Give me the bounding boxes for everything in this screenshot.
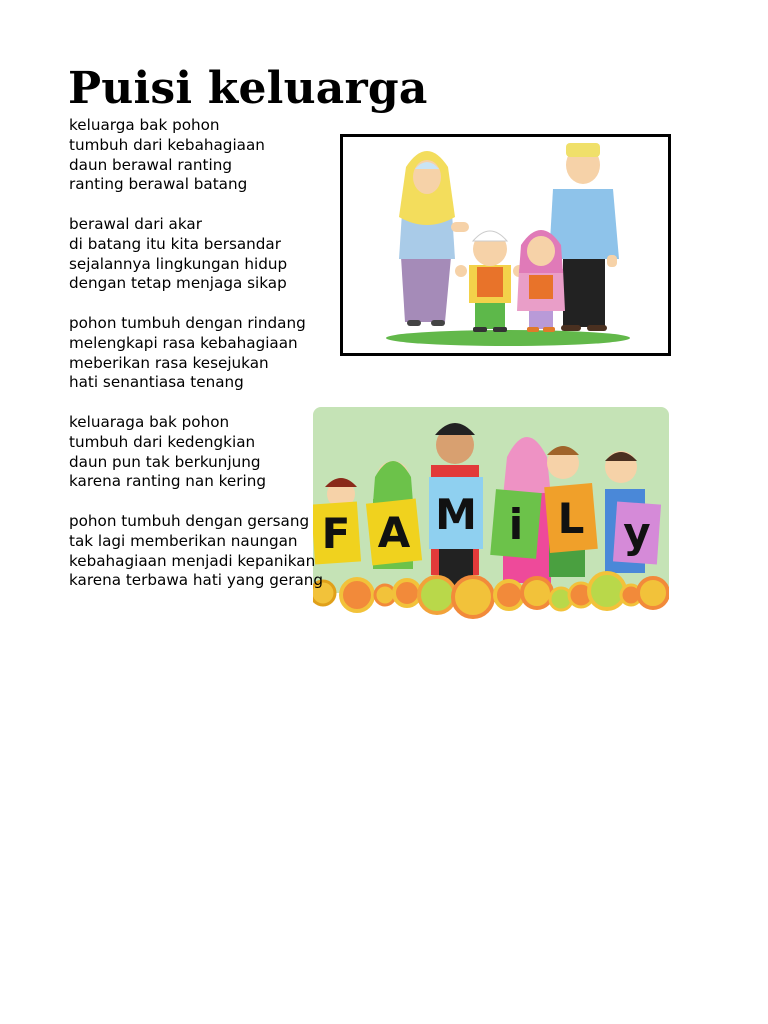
family-illustration [340,134,671,356]
letter-a: A [377,508,411,557]
letter-card-l [544,483,598,553]
poem-stanza [69,116,323,195]
family-sign-svg [313,407,669,619]
poem-line: keluarga bak pohon [69,116,220,134]
poem-line: keluaraga bak pohon [69,412,230,431]
poem-line: berawal dari akar [69,214,202,233]
poem-stanza [69,413,323,492]
poem-stanza [69,215,323,294]
family-illustration-svg [343,137,668,353]
boy-figure [455,231,525,332]
poem-line: dengan tetap menjaga sikap [69,274,287,293]
letter-card-a [366,499,422,566]
mother-figure [399,151,469,326]
poem-line: daun berawal ranting [69,155,232,174]
poem-line: pohon tumbuh dengan gersang [69,511,310,530]
poem-line: hati senantiasa tenang [69,373,244,392]
letter-l: L [557,494,585,543]
page-title: Puisi keluarga [68,63,428,114]
poem-line: tumbuh dari kebahagiaan [69,135,265,154]
poem-line: sejalannya lingkungan hidup [69,254,288,273]
poem-line: meberikan rasa kesejukan [69,353,269,372]
poem-stanza [69,512,323,591]
letter-f: F [321,509,351,558]
poem-line: tak lagi memberikan naungan [69,531,298,550]
poem-line: karena terbawa hati yang gerang [69,571,324,590]
poem-line: ranting berawal batang [69,175,248,194]
poem-line: di batang itu kita bersandar [69,234,281,253]
letter-y: y [623,508,651,557]
family-sign-illustration [313,407,669,619]
letter-i: i [508,500,524,549]
poem-line: daun pun tak berkunjung [69,452,261,471]
poem-line: karena ranting nan kering [69,472,267,491]
girl-figure [517,230,565,332]
letter-card-m [429,477,483,549]
poem-stanza [69,314,323,393]
poem-line: tumbuh dari kedengkian [69,432,256,451]
poem-line: pohon tumbuh dengan rindang [69,313,306,332]
poem-line: melengkapi rasa kebahagiaan [69,333,298,352]
poem [69,116,323,611]
letter-card-y [613,502,661,565]
letter-m: M [435,490,477,539]
letter-card-i [490,489,542,559]
poem-line: kebahagiaan menjadi kepanikan [69,551,316,570]
